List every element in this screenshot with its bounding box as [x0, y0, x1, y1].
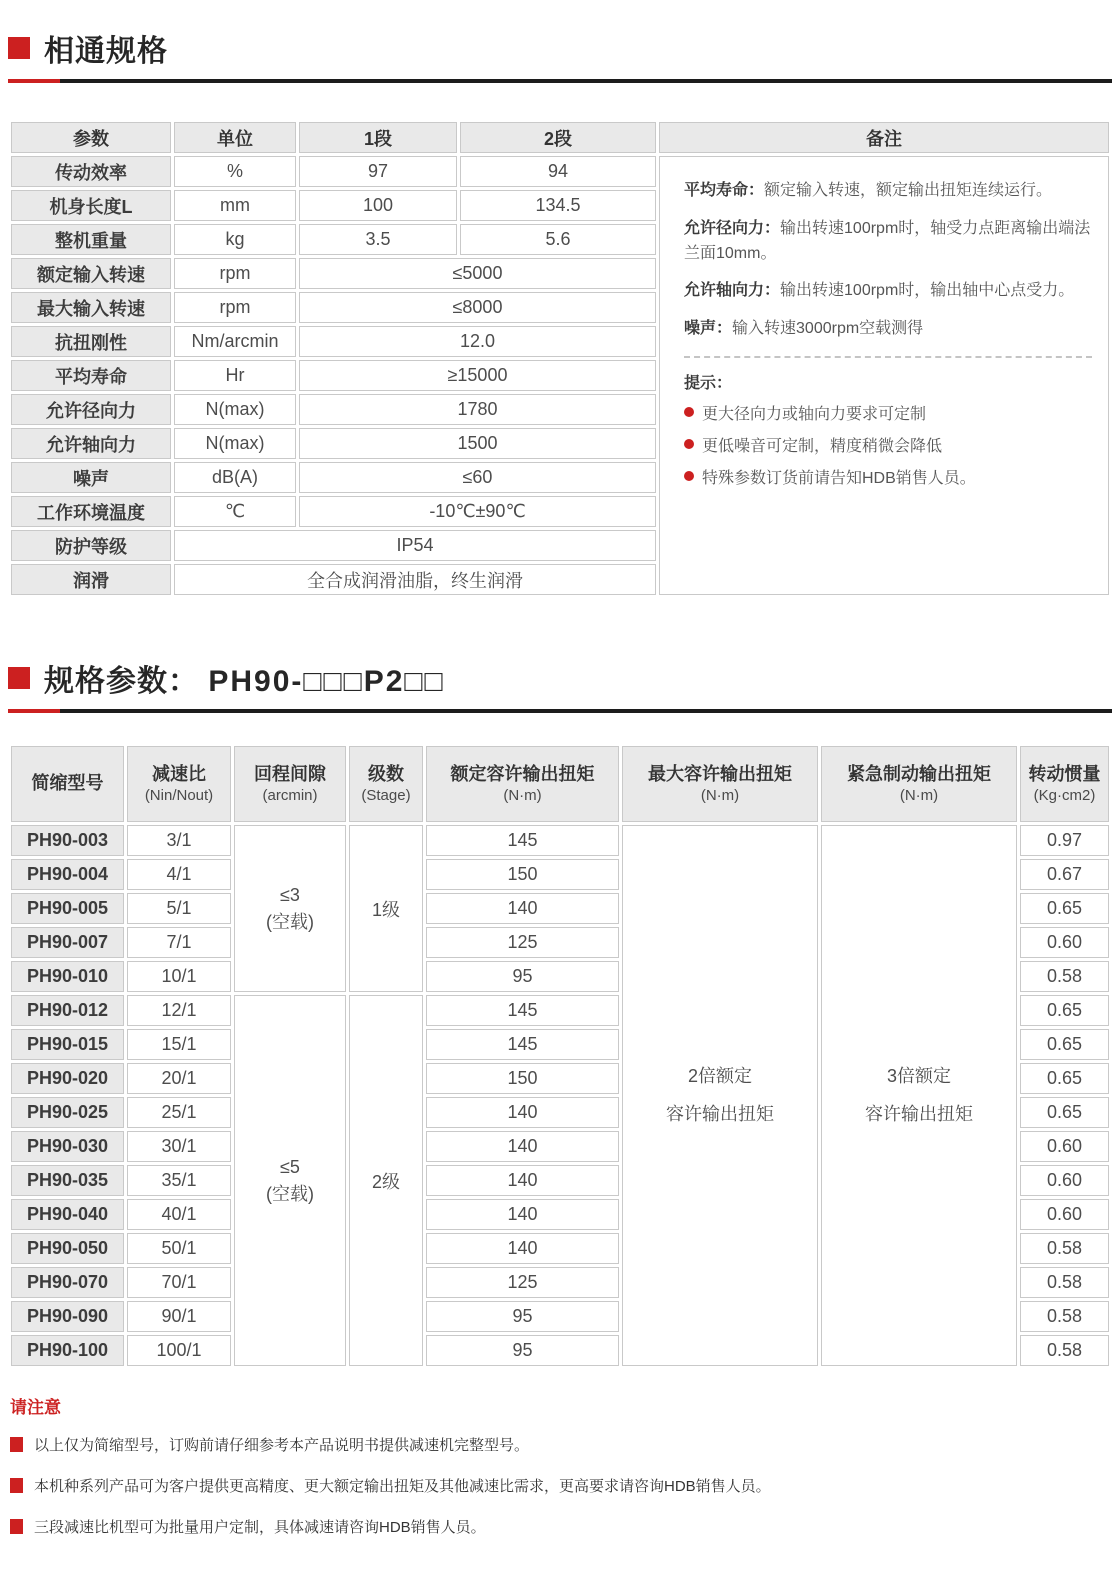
inertia-cell: 0.97 — [1020, 825, 1109, 856]
model-cell: PH90-005 — [11, 893, 124, 924]
spec-params-title — [8, 656, 1112, 713]
ratio-cell: 10/1 — [127, 961, 231, 992]
rated-torque-cell: 150 — [426, 859, 619, 890]
value-cell: ≤5000 — [299, 258, 656, 289]
model-cell: PH90-025 — [11, 1097, 124, 1128]
param-label: 整机重量 — [11, 224, 171, 255]
ratio-cell: 40/1 — [127, 1199, 231, 1230]
value-cell: ≤8000 — [299, 292, 656, 323]
rated-torque-cell: 125 — [426, 1267, 619, 1298]
common-spec-section — [8, 26, 1112, 598]
ratio-cell: 4/1 — [127, 859, 231, 890]
remark-note: 噪声：输入转速3000rpm空载测得 — [684, 320, 924, 338]
remark-note: 允许径向力：输出转速100rpm时，轴受力点距离输出端法兰面10mm。 — [684, 219, 1091, 262]
unit-cell: % — [174, 156, 296, 187]
value-cell: ≤60 — [299, 462, 656, 493]
value-cell: 5.6 — [460, 224, 656, 255]
inertia-cell: 0.58 — [1020, 1335, 1109, 1366]
param-label: 允许径向力 — [11, 394, 171, 425]
tip-item: 更低噪音可定制，精度稍微会降低 — [684, 433, 1092, 456]
tip-item: 特殊参数订货前请告知HDB销售人员。 — [684, 465, 1092, 488]
spec-params-section — [8, 656, 1112, 1369]
rated-torque-cell: 95 — [426, 961, 619, 992]
notice-section — [8, 1393, 1112, 1537]
model-cell: PH90-070 — [11, 1267, 124, 1298]
ratio-cell: 30/1 — [127, 1131, 231, 1162]
inertia-cell: 0.60 — [1020, 1199, 1109, 1230]
remark-note: 平均寿命：额定输入转速，额定输出扭矩连续运行。 — [684, 182, 1053, 199]
ratio-cell: 7/1 — [127, 927, 231, 958]
param-label: 噪声 — [11, 462, 171, 493]
model-cell: PH90-004 — [11, 859, 124, 890]
unit-cell: ℃ — [174, 496, 296, 527]
notice-item: 以上仅为简缩型号，订购前请仔细参考本产品说明书提供减速机完整型号。 — [10, 1434, 1112, 1455]
red-square-bullet-icon — [10, 1437, 23, 1452]
section-heading: 规格参数： PH90-□□□P2□□ — [44, 665, 445, 698]
section-heading: 相通规格 — [44, 35, 168, 68]
inertia-cell: 0.65 — [1020, 1029, 1109, 1060]
notice-item: 本机种系列产品可为客户提供更高精度、更大额定输出扭矩及其他减速比需求，更高要求请咨询HDB销售人员。 — [10, 1475, 1112, 1496]
ratio-cell: 100/1 — [127, 1335, 231, 1366]
col-header-backlash: 回程间隙 (arcmin) — [234, 746, 346, 822]
ratio-cell: 50/1 — [127, 1233, 231, 1264]
model-cell: PH90-100 — [11, 1335, 124, 1366]
value-cell: 100 — [299, 190, 457, 221]
model-cell: PH90-050 — [11, 1233, 124, 1264]
rated-torque-cell: 145 — [426, 1029, 619, 1060]
rated-torque-cell: 140 — [426, 1165, 619, 1196]
red-square-bullet-icon — [10, 1478, 23, 1493]
value-cell: 134.5 — [460, 190, 656, 221]
rated-torque-cell: 140 — [426, 1131, 619, 1162]
unit-cell: rpm — [174, 258, 296, 289]
rated-torque-cell: 140 — [426, 1097, 619, 1128]
inertia-cell: 0.65 — [1020, 1063, 1109, 1094]
unit-cell: kg — [174, 224, 296, 255]
value-cell: ≥15000 — [299, 360, 656, 391]
param-label: 润滑 — [11, 564, 171, 595]
col-header-unit: 单位 — [174, 122, 296, 153]
ratio-cell: 70/1 — [127, 1267, 231, 1298]
table-header-row — [11, 746, 1109, 822]
inertia-cell: 0.65 — [1020, 995, 1109, 1026]
param-label: 平均寿命 — [11, 360, 171, 391]
value-cell: 12.0 — [299, 326, 656, 357]
model-cell: PH90-007 — [11, 927, 124, 958]
col-header-rated-torque: 额定容许输出扭矩 (N·m) — [426, 746, 619, 822]
common-spec-title — [8, 26, 1112, 83]
tip-item: 更大径向力或轴向力要求可定制 — [684, 401, 1092, 424]
rated-torque-cell: 145 — [426, 825, 619, 856]
model-cell: PH90-035 — [11, 1165, 124, 1196]
value-cell: 全合成润滑油脂，终生润滑 — [174, 564, 656, 595]
param-label: 最大输入转速 — [11, 292, 171, 323]
unit-cell: rpm — [174, 292, 296, 323]
param-label: 机身长度L — [11, 190, 171, 221]
tips-title: 提示： — [684, 374, 733, 392]
inertia-cell: 0.60 — [1020, 1165, 1109, 1196]
ratio-cell: 15/1 — [127, 1029, 231, 1060]
param-label: 传动效率 — [11, 156, 171, 187]
red-square-icon — [8, 667, 30, 689]
backlash-group-cell: ≤5 (空载) — [234, 995, 346, 1366]
model-code: PH90-□□□P2□□ — [208, 665, 445, 698]
inertia-cell: 0.67 — [1020, 859, 1109, 890]
col-header-max-torque: 最大容许输出扭矩 (N·m) — [622, 746, 818, 822]
notice-title: 请注意 — [10, 1398, 61, 1417]
inertia-cell: 0.58 — [1020, 1267, 1109, 1298]
rated-torque-cell: 150 — [426, 1063, 619, 1094]
remark-note: 允许轴向力：输出转速100rpm时，输出轴中心点受力。 — [684, 282, 1075, 300]
model-cell: PH90-020 — [11, 1063, 124, 1094]
table-row — [11, 156, 1109, 187]
col-header-brake-torque: 紧急制动输出扭矩 (N·m) — [821, 746, 1017, 822]
param-label: 工作环境温度 — [11, 496, 171, 527]
ratio-cell: 35/1 — [127, 1165, 231, 1196]
rated-torque-cell: 140 — [426, 1199, 619, 1230]
backlash-group-cell: ≤3 (空载) — [234, 825, 346, 992]
col-header-remark: 备注 — [659, 122, 1109, 153]
unit-cell: dB(A) — [174, 462, 296, 493]
rated-torque-cell: 95 — [426, 1335, 619, 1366]
rated-torque-cell: 140 — [426, 1233, 619, 1264]
stage-group-cell: 1级 — [349, 825, 423, 992]
value-cell: -10℃±90℃ — [299, 496, 656, 527]
ratio-cell: 90/1 — [127, 1301, 231, 1332]
col-header-stage1: 1段 — [299, 122, 457, 153]
inertia-cell: 0.58 — [1020, 1301, 1109, 1332]
ratio-cell: 25/1 — [127, 1097, 231, 1128]
red-square-icon — [8, 37, 30, 59]
value-cell: 1780 — [299, 394, 656, 425]
ratio-cell: 12/1 — [127, 995, 231, 1026]
ratio-cell: 5/1 — [127, 893, 231, 924]
model-cell: PH90-003 — [11, 825, 124, 856]
unit-cell: Nm/arcmin — [174, 326, 296, 357]
common-spec-table — [8, 119, 1112, 598]
table-row — [11, 825, 1109, 856]
rated-torque-cell: 145 — [426, 995, 619, 1026]
rated-torque-cell: 95 — [426, 1301, 619, 1332]
remarks-cell — [659, 156, 1109, 595]
inertia-cell: 0.58 — [1020, 1233, 1109, 1264]
inertia-cell: 0.60 — [1020, 1131, 1109, 1162]
red-square-bullet-icon — [10, 1519, 23, 1534]
dashed-divider — [684, 356, 1092, 358]
model-cell: PH90-090 — [11, 1301, 124, 1332]
value-cell: 97 — [299, 156, 457, 187]
unit-cell: N(max) — [174, 428, 296, 459]
col-header-ratio: 减速比 (Nin/Nout) — [127, 746, 231, 822]
col-header-stage: 级数 (Stage) — [349, 746, 423, 822]
ratio-cell: 3/1 — [127, 825, 231, 856]
value-cell: 1500 — [299, 428, 656, 459]
model-cell: PH90-012 — [11, 995, 124, 1026]
param-label: 防护等级 — [11, 530, 171, 561]
col-header-model: 简缩型号 — [11, 746, 124, 822]
ratio-cell: 20/1 — [127, 1063, 231, 1094]
model-cell: PH90-030 — [11, 1131, 124, 1162]
model-cell: PH90-040 — [11, 1199, 124, 1230]
max-torque-group-cell: 2倍额定 容许输出扭矩 — [622, 825, 818, 1366]
unit-cell: Hr — [174, 360, 296, 391]
value-cell: IP54 — [174, 530, 656, 561]
model-cell: PH90-010 — [11, 961, 124, 992]
model-cell: PH90-015 — [11, 1029, 124, 1060]
unit-cell: mm — [174, 190, 296, 221]
rated-torque-cell: 140 — [426, 893, 619, 924]
table-header-row — [11, 122, 1109, 153]
rated-torque-cell: 125 — [426, 927, 619, 958]
param-label: 允许轴向力 — [11, 428, 171, 459]
bullet-dot-icon — [684, 407, 694, 417]
col-header-stage2: 2段 — [460, 122, 656, 153]
param-label: 抗扭刚性 — [11, 326, 171, 357]
inertia-cell: 0.65 — [1020, 1097, 1109, 1128]
col-header-param: 参数 — [11, 122, 171, 153]
value-cell: 3.5 — [299, 224, 457, 255]
value-cell: 94 — [460, 156, 656, 187]
inertia-cell: 0.60 — [1020, 927, 1109, 958]
stage-group-cell: 2级 — [349, 995, 423, 1366]
param-label: 额定输入转速 — [11, 258, 171, 289]
col-header-inertia: 转动惯量 (Kg·cm2) — [1020, 746, 1109, 822]
bullet-dot-icon — [684, 439, 694, 449]
inertia-cell: 0.65 — [1020, 893, 1109, 924]
bullet-dot-icon — [684, 471, 694, 481]
brake-torque-group-cell: 3倍额定 容许输出扭矩 — [821, 825, 1017, 1366]
unit-cell: N(max) — [174, 394, 296, 425]
inertia-cell: 0.58 — [1020, 961, 1109, 992]
notice-item: 三段减速比机型可为批量用户定制，具体减速请咨询HDB销售人员。 — [10, 1516, 1112, 1537]
spec-params-table — [8, 743, 1112, 1369]
